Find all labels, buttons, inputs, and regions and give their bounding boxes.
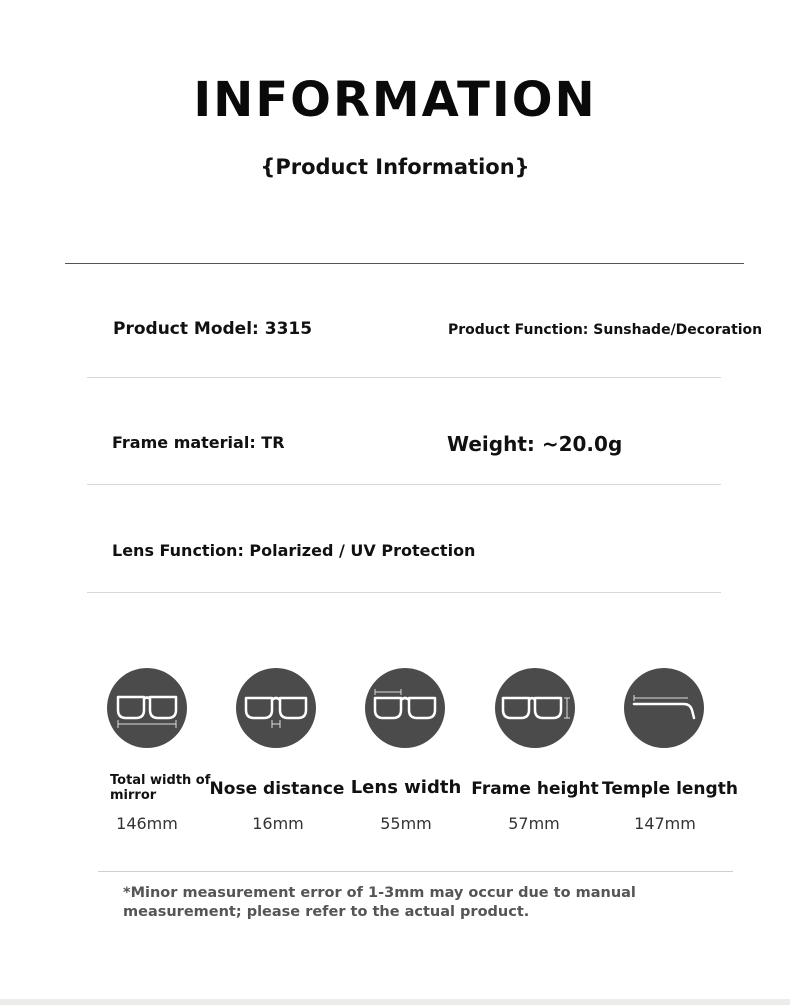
nose-distance-icon (236, 668, 316, 748)
bottom-divider (98, 871, 733, 872)
measurement-value-nose-distance: 16mm (252, 814, 304, 833)
spec-product-function: Product Function: Sunshade/Decoration (448, 322, 763, 338)
page-title: INFORMATION (193, 72, 597, 128)
frame-height-icon (495, 668, 575, 748)
temple-length-icon (624, 668, 704, 748)
measurement-note: *Minor measurement error of 1-3mm may occur due to manual measurement; please refer to the actual product. (123, 885, 636, 920)
spec-product-model: Product Model: 3315 (113, 319, 313, 339)
measurement-label-total-width: Total width of mirror (110, 773, 211, 803)
row-divider (87, 484, 721, 485)
measurement-label-lens-width: Lens width (350, 777, 462, 798)
measurement-label-frame-height: Frame height (471, 779, 599, 799)
measurement-label-temple-length: Temple length (602, 779, 738, 799)
measurement-value-temple-length: 147mm (634, 814, 696, 833)
row-divider (87, 592, 721, 593)
lens-width-icon (365, 668, 445, 748)
total-width-icon (107, 668, 187, 748)
row-divider (87, 377, 721, 378)
spec-weight: Weight: ~20.0g (447, 432, 623, 456)
spec-lens-function: Lens Function: Polarized / UV Protection (112, 541, 476, 560)
measurement-value-total-width: 146mm (116, 814, 178, 833)
bottom-bar (0, 999, 790, 1005)
top-divider (65, 263, 744, 264)
spec-frame-material: Frame material: TR (112, 433, 285, 452)
measurement-label-nose-distance: Nose distance (209, 779, 345, 799)
measurement-value-frame-height: 57mm (508, 814, 560, 833)
page-subtitle: {Product Information} (260, 155, 530, 179)
measurement-value-lens-width: 55mm (380, 814, 432, 833)
